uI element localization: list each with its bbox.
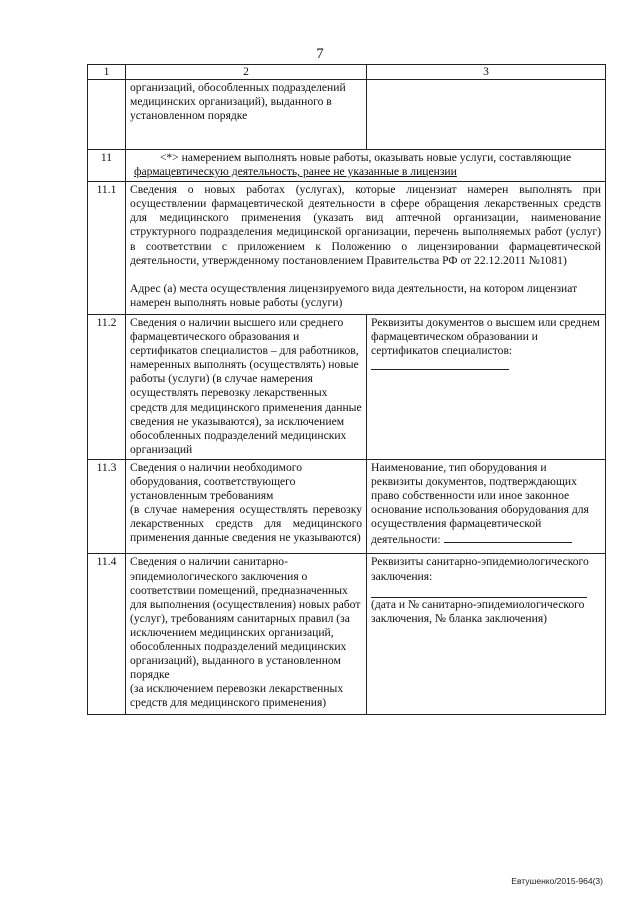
- row-number-11-2: 11.2: [88, 314, 126, 459]
- row-11-4-conclusion-field[interactable]: [371, 584, 587, 598]
- row-11-2-right-cell: [367, 314, 606, 459]
- row-11-3-right-text: Наименование, тип оборудования и реквизиты документов, подтверждающих право собственности или иное законное основание использования оборудования для осуществления фармацевтической деятельности:: [371, 460, 589, 547]
- row-11-4-left-text-b: (за исключением перевозки лекарственных средств для медицинского применения): [130, 682, 344, 710]
- row-11-text-line-1: <*> намерением выполнять новые работы, оказывать новые услуги, составляющие: [159, 151, 572, 164]
- header-cell-1: 1: [88, 65, 126, 80]
- header-cell-3: 3: [367, 65, 606, 80]
- table-row-11-2: [88, 314, 606, 459]
- row-11-3-left-cell: [126, 459, 367, 554]
- row-number-11-1: 11.1: [88, 182, 126, 315]
- document-code: Евтушенко/2015-964(3): [511, 876, 603, 886]
- row-number-empty: [88, 80, 126, 150]
- page-number: 7: [316, 46, 324, 62]
- continuation-text: организаций, обособленных подразделений медицинских организаций), выданного в установленном порядке: [126, 80, 367, 150]
- table-row-11-4: [88, 554, 606, 715]
- row-11-text: [126, 150, 606, 182]
- header-cell-2: 2: [126, 65, 367, 80]
- table-row-11: [88, 150, 606, 182]
- row-11-3-right-cell: [367, 459, 606, 554]
- table-row-11-3: [88, 459, 606, 554]
- license-application-table: [87, 64, 606, 715]
- row-11-1-text: Сведения о новых работах (услугах), которые лицензиат намерен выполнять при осуществлении фармацевтической деятельности в сфере обращения лекарственных средств для медицинского применения (указать вид аптечной организации, наименование структурного подразделения медицинской организации, перечень выполняемых работ (услуг) в соответствии с приложением к Положению о лицензировании фармацевтической деятельности, утвержденному постановлением Правительства РФ от 22.12.2011 №1081): [130, 183, 601, 267]
- row-11-3-left-text-a: Сведения о наличии необходимого оборудования, соответствующего установленным требованиям: [130, 460, 303, 503]
- row-11-2-right-text: Реквизиты документов о высшем или среднем фармацевтическом образовании и сертификатов специалистов:: [371, 315, 600, 358]
- row-number-11-4: 11.4: [88, 554, 126, 715]
- row-11-2-specialists-field[interactable]: [371, 358, 509, 370]
- row-11-4-left-cell: [126, 554, 367, 715]
- row-11-4-left-text-a: Сведения о наличии санитарно-эпидемиологического заключения о соответствии помещений, предназначенных для выполнения (осуществления) новых работ (услуг), требованиям санитарных правил (за исключением медицинских организаций, обособленных подразделений медицинских организаций), выданного в установленном порядке: [130, 555, 361, 682]
- continuation-empty-cell: [367, 80, 606, 150]
- row-11-3-equipment-field[interactable]: [444, 531, 572, 543]
- row-11-2-left: Сведения о наличии высшего или среднего фармацевтического образования и сертификатов специалистов – для работников, намеренных выполнять (осуществлять) новые работы (услуги) (в случае намерения осуществлять перевозку лекарственных средств для медицинского применения данные сведения не указываются), за исключением обособленных подразделений медицинских организаций: [126, 314, 367, 459]
- row-11-4-right-cell: [367, 554, 606, 715]
- row-11-1-content: [126, 182, 606, 315]
- row-number-11-3: 11.3: [88, 459, 126, 554]
- row-11-4-right-text-a: Реквизиты санитарно-эпидемиологического заключения:: [371, 555, 589, 583]
- row-11-3-left-text-b: (в случае намерения осуществлять перевозку лекарственных средств для медицинского применения данные сведения не указываются): [130, 503, 362, 545]
- row-number-11: 11: [88, 150, 126, 182]
- row-11-text-line-2: фармацевтическую деятельность, ранее не указанные в лицензии: [134, 165, 457, 179]
- table-row-continuation: [88, 80, 606, 150]
- row-11-4-right-text-b: (дата и № санитарно-эпидемиологического заключения, № бланка заключения): [371, 597, 585, 625]
- table-header-row: [88, 65, 606, 80]
- table-row-11-1: [88, 182, 606, 315]
- row-11-1-address-text: Адрес (а) места осуществления лицензируемого вида деятельности, на котором лицензиат намерен выполнять новые работы (услуги): [130, 281, 578, 309]
